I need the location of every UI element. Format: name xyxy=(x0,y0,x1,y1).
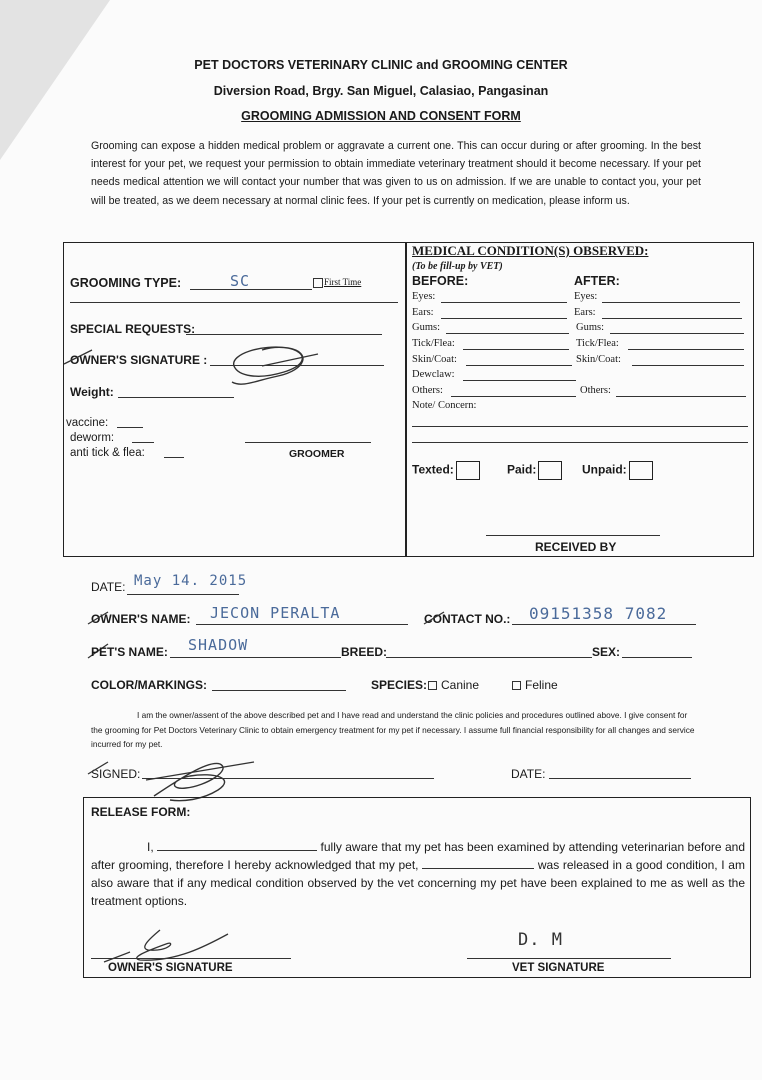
vet-initials: D. M xyxy=(518,930,563,950)
contact-value: 09151358 7082 xyxy=(529,604,668,623)
before-item-gums: Gums: xyxy=(412,322,441,333)
date-field[interactable] xyxy=(127,594,239,595)
groomer-label: GROOMER xyxy=(289,448,345,460)
canine-checkbox[interactable] xyxy=(428,681,437,690)
species-option-canine[interactable] xyxy=(428,678,479,692)
unpaid-option[interactable] xyxy=(582,461,653,480)
owner-signature-scribble-3 xyxy=(100,926,240,966)
release-paragraph xyxy=(91,838,745,910)
date-label: DATE: xyxy=(91,580,126,594)
before-item-skin: Skin/Coat: xyxy=(412,354,457,365)
before-others-field[interactable] xyxy=(451,396,576,397)
before-item-tick: Tick/Flea: xyxy=(412,338,455,349)
after-label: AFTER: xyxy=(574,274,620,288)
note-concern-label: Note/ Concern: xyxy=(412,400,477,411)
feline-label: Feline xyxy=(525,678,558,692)
form-title: GROOMING ADMISSION AND CONSENT FORM xyxy=(241,109,521,123)
special-requests-label: SPECIAL REQUESTS: xyxy=(70,322,196,336)
before-ears-field[interactable] xyxy=(441,318,567,319)
release-i-label: I, xyxy=(147,840,154,854)
vaccine-label: vaccine: xyxy=(66,417,109,429)
after-ears-field[interactable] xyxy=(602,318,742,319)
pet-name-value: SHADOW xyxy=(188,636,249,654)
received-by-line[interactable] xyxy=(486,535,660,536)
before-label: BEFORE: xyxy=(412,274,469,288)
pet-name-field[interactable] xyxy=(170,657,341,658)
medical-title: MEDICAL CONDITION(S) OBSERVED: xyxy=(412,243,649,258)
vet-signature-label: VET SIGNATURE xyxy=(512,962,605,974)
groomer-signature-line[interactable] xyxy=(245,442,371,443)
owner-signature-scribble-1 xyxy=(62,336,322,392)
after-item-ears: Ears: xyxy=(574,307,596,318)
deworm-label: deworm: xyxy=(70,432,115,444)
weight-label: Weight: xyxy=(70,385,114,399)
anti-tick-field[interactable] xyxy=(164,457,184,458)
texted-checkbox[interactable] xyxy=(456,461,480,480)
after-tick-field[interactable] xyxy=(628,349,744,350)
after-gums-field[interactable] xyxy=(610,333,744,334)
vet-signature-line[interactable] xyxy=(467,958,671,959)
before-dewclaw-field[interactable] xyxy=(463,380,576,381)
species-option-feline[interactable] xyxy=(512,678,558,692)
before-item-dewclaw: Dewclaw: xyxy=(412,369,455,380)
note-line-1[interactable] xyxy=(412,426,748,427)
species-label: SPECIES: xyxy=(371,678,428,692)
after-item-skin: Skin/Coat: xyxy=(576,354,621,365)
contact-label: CONTACT NO.: xyxy=(424,612,511,626)
after-item-eyes: Eyes: xyxy=(574,291,598,302)
pet-name-label: PET'S NAME: xyxy=(91,645,168,659)
color-markings-field[interactable] xyxy=(212,690,346,691)
unpaid-label: Unpaid: xyxy=(582,462,627,477)
folded-corner xyxy=(0,0,110,160)
consent-paragraph: I am the owner/assent of the above described pet and I have read and understand the clinic policies and procedures outlined above. I give consent for the grooming for Pet Doctors Veterinary Clinic to obtain emergency treatment for my pet if necessary. I assume full financial responsibility for all changes and service incurred for my pet. xyxy=(91,710,695,749)
box-divider xyxy=(405,242,407,557)
grooming-extra-line xyxy=(70,302,398,303)
unpaid-checkbox[interactable] xyxy=(629,461,653,480)
release-text-part1: fully aware that my pet has been examined by attending veterinarian before and after grooming, therefore I hereby acknowledged that my pet, xyxy=(91,840,745,872)
first-time-label: First Time xyxy=(324,277,362,287)
sex-label: SEX: xyxy=(592,645,621,659)
contact-field[interactable] xyxy=(512,624,696,625)
grooming-type-value: SC xyxy=(230,272,251,290)
sex-field[interactable] xyxy=(622,657,692,658)
before-gums-field[interactable] xyxy=(446,333,569,334)
owner-name-label: OWNER'S NAME: xyxy=(91,612,191,626)
grooming-type-field[interactable] xyxy=(190,289,312,290)
after-eyes-field[interactable] xyxy=(602,302,740,303)
texted-label: Texted: xyxy=(412,462,454,477)
release-owner-name-field[interactable] xyxy=(157,840,317,851)
after-item-others: Others: xyxy=(580,385,611,396)
vaccine-field[interactable] xyxy=(117,427,143,428)
breed-label: BREED: xyxy=(341,645,388,659)
after-others-field[interactable] xyxy=(616,396,746,397)
intro-paragraph: Grooming can expose a hidden medical problem or aggravate a current one. This can occur during or after grooming. In the best interest for your pet, we request your permission to obtain immediate veterinary treatment should it become necessary. If your pet needs medical attention we will contact your number that was given to us on admission. If we are unable to contact you, your pet will be treated, as we deem necessary at normal clinic fees. If your pet is currently on medication, please inform us. xyxy=(91,140,701,207)
paid-option[interactable] xyxy=(507,461,562,480)
anti-tick-label: anti tick & flea: xyxy=(70,447,145,459)
weight-field[interactable] xyxy=(118,397,234,398)
grooming-type-label: GROOMING TYPE: xyxy=(70,276,182,290)
paid-checkbox[interactable] xyxy=(538,461,562,480)
feline-checkbox[interactable] xyxy=(512,681,521,690)
clinic-address: Diversion Road, Brgy. San Miguel, Calasiao, Pangasinan xyxy=(213,84,549,98)
special-requests-field[interactable] xyxy=(186,334,382,335)
note-line-2[interactable] xyxy=(412,442,748,443)
before-skin-field[interactable] xyxy=(466,365,572,366)
canine-label: Canine xyxy=(441,678,480,692)
color-markings-label: COLOR/MARKINGS: xyxy=(91,678,207,692)
release-owner-signature-label: OWNER'S SIGNATURE xyxy=(108,962,233,974)
before-eyes-field[interactable] xyxy=(441,302,567,303)
after-item-tick: Tick/Flea: xyxy=(576,338,619,349)
paid-label: Paid: xyxy=(507,462,537,477)
deworm-field[interactable] xyxy=(132,442,154,443)
before-item-others: Others: xyxy=(412,385,443,396)
after-item-gums: Gums: xyxy=(576,322,605,333)
received-by-label: RECEIVED BY xyxy=(535,540,617,554)
owner-name-value: JECON PERALTA xyxy=(210,604,341,622)
signed-date-field[interactable] xyxy=(549,778,691,779)
clinic-name: PET DOCTORS VETERINARY CLINIC and GROOMING CENTER xyxy=(194,58,568,72)
owner-signature-label: OWNER'S SIGNATURE : xyxy=(70,353,208,367)
texted-option[interactable] xyxy=(412,461,480,480)
before-item-ears: Ears: xyxy=(412,307,434,318)
before-tick-field[interactable] xyxy=(463,349,569,350)
after-skin-field[interactable] xyxy=(632,365,744,366)
signed-date-label: DATE: xyxy=(511,767,546,781)
medical-subtitle: (To be fill-up by VET) xyxy=(412,261,503,272)
release-title: RELEASE FORM: xyxy=(91,805,191,819)
release-pet-name-field[interactable] xyxy=(422,858,534,869)
first-time-checkbox[interactable] xyxy=(313,278,323,288)
before-item-eyes: Eyes: xyxy=(412,291,436,302)
release-text-part2: was released in a good condition, I am also aware that if any medical condition observed by the vet concerning my pet have been explained to me as well as the treatment options. xyxy=(91,858,745,908)
signed-label: SIGNED: xyxy=(91,767,141,781)
first-time-option[interactable] xyxy=(313,277,361,288)
breed-field[interactable] xyxy=(386,657,592,658)
date-value: May 14. 2015 xyxy=(134,573,248,589)
